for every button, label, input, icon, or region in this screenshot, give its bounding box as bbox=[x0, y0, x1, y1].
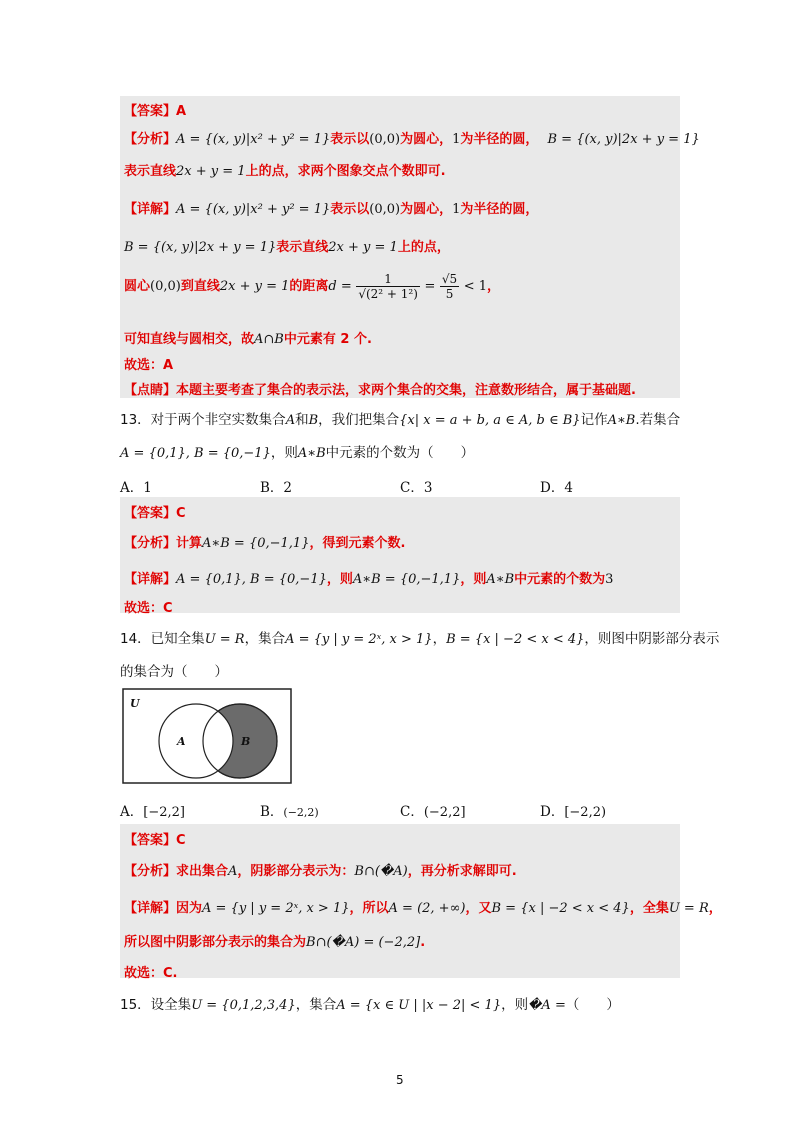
text: 15．设全集 bbox=[120, 997, 192, 1013]
detail-line-1 bbox=[124, 198, 538, 217]
choose-12: 故选：A bbox=[124, 358, 174, 373]
text: ，得到元素个数. bbox=[309, 536, 406, 551]
option-14-a[interactable] bbox=[120, 800, 185, 820]
choose-13: 故选：C bbox=[124, 601, 173, 616]
page-number: 5 bbox=[396, 1073, 404, 1087]
text: 中元素有 2 个. bbox=[283, 332, 372, 347]
operation: A∗B bbox=[297, 446, 326, 461]
text: 到直线 bbox=[180, 279, 220, 294]
question-14-line-1 bbox=[120, 627, 719, 647]
text: ，又 bbox=[465, 901, 492, 916]
text: ，则图中阴影部分表示 bbox=[584, 631, 720, 647]
set-a-circle bbox=[159, 704, 233, 778]
set-a-value: A = (2, +∞) bbox=[388, 901, 466, 916]
center-point: (0,0) bbox=[369, 202, 401, 217]
set-b-formula: B = {x | −2 < x < 4} bbox=[491, 901, 630, 916]
distance-fraction-2 bbox=[440, 272, 459, 301]
text: 14．已知全集 bbox=[120, 631, 205, 647]
text: 上的点， bbox=[397, 240, 450, 255]
text: 的距离 bbox=[289, 279, 329, 294]
text: ，全集 bbox=[629, 901, 669, 916]
radius-value: 1 bbox=[452, 202, 461, 217]
equals-sign: = bbox=[424, 279, 436, 294]
answer-14: 【答案】C bbox=[124, 833, 186, 848]
text: ，集合 bbox=[244, 631, 286, 647]
text: ，我们把集合 bbox=[318, 412, 400, 428]
set-a-formula: A = {y | y = 2ˣ, x > 1} bbox=[285, 632, 433, 647]
detail-label: 【详解】因为 bbox=[124, 901, 203, 916]
given-sets: A = {0,1}, B = {0,−1} bbox=[120, 446, 271, 461]
text: ，则 bbox=[460, 572, 487, 587]
detail-14-line-1 bbox=[124, 897, 722, 916]
option-value: [−2,2) bbox=[564, 805, 607, 820]
text: 13．对于两个非空实数集合 bbox=[120, 412, 286, 428]
detail-label: 【详解】 bbox=[124, 202, 177, 217]
text: 上的点，求两个图象交点个数即可. bbox=[245, 164, 446, 179]
text: ，阴影部分表示为： bbox=[237, 864, 355, 879]
text: 为圆心， bbox=[400, 132, 453, 147]
set-a-formula: A = {(x, y)|x² + y² = 1} bbox=[176, 202, 331, 217]
choose-14: 故选：C. bbox=[124, 966, 178, 981]
result-set: A∗B = {0,−1,1} bbox=[202, 536, 310, 551]
set-b-formula: B = {(x, y)|2x + y = 1} bbox=[547, 132, 700, 147]
text: 圆心 bbox=[124, 279, 151, 294]
center-point: (0,0) bbox=[369, 132, 401, 147]
set-name: B bbox=[308, 413, 319, 428]
radius-value: 1 bbox=[452, 132, 461, 147]
universal-set: U = {0,1,2,3,4} bbox=[191, 998, 296, 1013]
detail-13 bbox=[124, 568, 613, 587]
option-14-b[interactable] bbox=[260, 800, 319, 820]
fraction-denominator: √(2² + 1²) bbox=[358, 287, 418, 301]
set-b-formula: B = {(x, y)|2x + y = 1} bbox=[124, 240, 277, 255]
line-formula: 2x + y = 1 bbox=[176, 164, 246, 179]
text: ，则 bbox=[270, 445, 298, 461]
text: ，集合 bbox=[295, 997, 337, 1013]
option-13-c[interactable]: C．3 bbox=[400, 480, 433, 496]
given-sets: A = {0,1}, B = {0,−1} bbox=[176, 572, 327, 587]
line-formula: 2x + y = 1 bbox=[219, 279, 290, 294]
operation: A∗B bbox=[607, 413, 636, 428]
text: 表示以 bbox=[330, 202, 370, 217]
text: ， bbox=[486, 279, 500, 294]
set-definition: {x| x = a + b, a ∈ A, b ∈ B} bbox=[399, 413, 581, 428]
text: 所以图中阴影部分表示的集合为 bbox=[124, 935, 307, 950]
text: 为半径的圆， bbox=[460, 132, 539, 147]
option-label: D． bbox=[540, 804, 565, 820]
text: 中元素的个数为（ ） bbox=[325, 445, 475, 461]
text: 记作 bbox=[580, 412, 608, 428]
option-13-b[interactable]: B．2 bbox=[260, 480, 293, 496]
result-set: A∗B = {0,−1,1} bbox=[352, 572, 461, 587]
text: ，所以 bbox=[349, 901, 389, 916]
option-value: (−2,2] bbox=[423, 805, 466, 820]
set-b-formula: B = {x | −2 < x < 4} bbox=[446, 632, 585, 647]
text: ， bbox=[432, 631, 447, 647]
text: 表示直线 bbox=[124, 164, 177, 179]
option-label: A． bbox=[120, 804, 144, 820]
distance-fraction bbox=[356, 272, 420, 301]
option-14-d[interactable] bbox=[540, 800, 606, 820]
conclusion-line bbox=[124, 328, 372, 347]
option-label: B． bbox=[260, 804, 284, 820]
question-13-line-2 bbox=[120, 441, 474, 461]
analysis-line-1 bbox=[124, 128, 700, 147]
line-formula: 2x + y = 1 bbox=[328, 240, 398, 255]
analysis-13 bbox=[124, 532, 405, 551]
set-name: A bbox=[285, 413, 296, 428]
analysis-label: 【分析】 bbox=[124, 132, 177, 147]
less-than-one: < 1 bbox=[463, 279, 487, 294]
analysis-label: 【分析】求出集合 bbox=[124, 864, 229, 879]
question-14-line-2: 的集合为（ ） bbox=[120, 664, 228, 680]
comment-12: 【点睛】本题主要考查了集合的表示法，求两个集合的交集，注意数形结合，属于基础题. bbox=[124, 383, 636, 398]
center-point: (0,0) bbox=[150, 279, 181, 294]
analysis-14 bbox=[124, 860, 517, 879]
distance-symbol: d = bbox=[328, 279, 352, 294]
text: ， bbox=[708, 901, 722, 916]
distance-line bbox=[124, 272, 500, 301]
text: 表示以 bbox=[330, 132, 370, 147]
complement-expr: �A = bbox=[528, 998, 566, 1013]
universal-set: U = R bbox=[668, 901, 709, 916]
fraction-numerator: 1 bbox=[356, 272, 420, 287]
text: （ ） bbox=[565, 997, 620, 1013]
option-14-c[interactable] bbox=[400, 800, 466, 820]
operation: A∗B bbox=[486, 572, 515, 587]
venn-diagram bbox=[122, 688, 292, 784]
text: ，则 bbox=[326, 572, 353, 587]
answer-12: 【答案】A bbox=[124, 104, 187, 119]
option-label: C． bbox=[400, 804, 424, 820]
set-name: A bbox=[228, 864, 238, 879]
option-13-d[interactable]: D．4 bbox=[540, 480, 573, 496]
text: ，再分析求解即可. bbox=[407, 864, 517, 879]
intersection-expr: A∩B bbox=[254, 332, 284, 347]
detail-14-line-2 bbox=[124, 931, 425, 950]
text: 为圆心， bbox=[400, 202, 453, 217]
text: ，则 bbox=[501, 997, 529, 1013]
answer-block-13 bbox=[120, 497, 680, 613]
label-u: U bbox=[130, 697, 140, 710]
text: 可知直线与圆相交，故 bbox=[124, 332, 255, 347]
text: 中元素的个数为 bbox=[514, 572, 606, 587]
label-b: B bbox=[241, 735, 251, 748]
set-a-formula: A = {y | y = 2ˣ, x > 1} bbox=[202, 901, 350, 916]
text: 和 bbox=[295, 412, 309, 428]
count-value: 3 bbox=[605, 572, 614, 587]
analysis-label: 【分析】计算 bbox=[124, 536, 203, 551]
text: 为半径的圆， bbox=[460, 202, 539, 217]
detail-label: 【详解】 bbox=[124, 572, 177, 587]
option-13-a[interactable]: A．1 bbox=[120, 480, 152, 496]
universal-set: U = R bbox=[204, 632, 245, 647]
fraction-denominator: 5 bbox=[445, 287, 454, 301]
question-13-line-1 bbox=[120, 408, 680, 428]
text: 表示直线 bbox=[276, 240, 329, 255]
analysis-line-2 bbox=[124, 160, 446, 179]
option-value: (−2,2) bbox=[283, 806, 319, 819]
set-a-formula: A = {(x, y)|x² + y² = 1} bbox=[176, 132, 331, 147]
detail-line-2 bbox=[124, 236, 450, 255]
set-a-formula: A = {x ∈ U | |x − 2| < 1} bbox=[336, 998, 502, 1013]
label-a: A bbox=[177, 735, 186, 748]
result-expr: B∩(�A) = (−2,2] bbox=[306, 935, 421, 950]
question-15 bbox=[120, 993, 620, 1013]
text: .若集合 bbox=[635, 412, 681, 428]
option-value: [−2,2] bbox=[143, 805, 185, 820]
shaded-expr: B∩(�A) bbox=[354, 864, 408, 879]
text: . bbox=[420, 935, 426, 950]
fraction-numerator: √5 bbox=[441, 272, 458, 286]
answer-13: 【答案】C bbox=[124, 506, 186, 521]
